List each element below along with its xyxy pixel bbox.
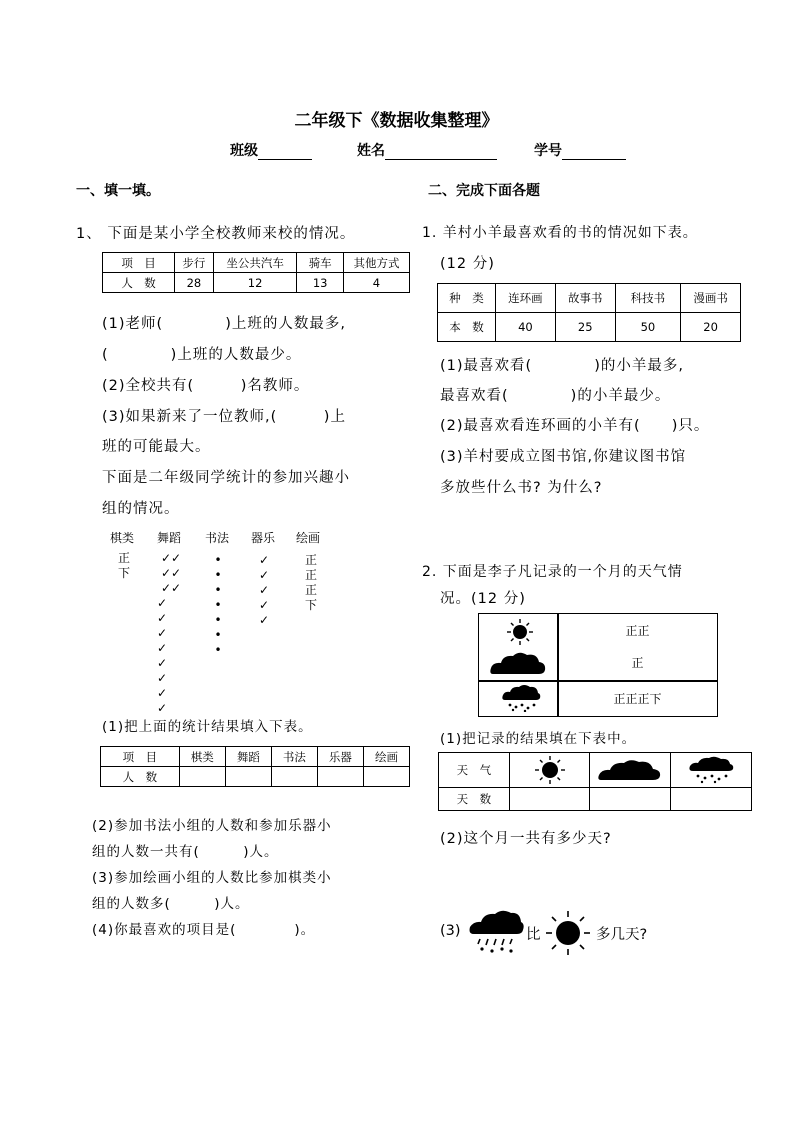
tally-mark: 下 bbox=[117, 566, 130, 580]
tally-mark: ✓ bbox=[258, 583, 270, 597]
q2-3-mid: 比 bbox=[526, 927, 541, 943]
table-cell: 骑车 bbox=[297, 253, 343, 273]
tally-mark: ✓✓ bbox=[160, 566, 182, 580]
right-q2-1: (1)把记录的结果填在下表中。 bbox=[440, 731, 637, 747]
left-q2-2a: (2)参加书法小组的人数和参加乐器小 bbox=[92, 818, 332, 834]
tally-dance bbox=[155, 551, 187, 716]
tally-mark: • bbox=[214, 598, 222, 612]
tally-mark: ✓ bbox=[157, 701, 168, 715]
name-field[interactable] bbox=[357, 140, 497, 160]
tally-mark: 下 bbox=[304, 598, 317, 612]
class-blank[interactable] bbox=[258, 145, 312, 160]
table-row bbox=[101, 747, 410, 767]
tally-mark: • bbox=[214, 583, 222, 597]
tally-mark: ✓ bbox=[258, 598, 270, 612]
tally-head-painting: 绘画 bbox=[296, 531, 321, 545]
section2-heading: 二、完成下面各题 bbox=[428, 183, 540, 199]
id-field[interactable] bbox=[534, 140, 626, 160]
tally-head-music: 器乐 bbox=[251, 531, 276, 545]
right-q2-2: (2)这个月一共有多少天? bbox=[440, 831, 612, 847]
right-q1-3b: 多放些什么书? 为什么? bbox=[440, 480, 603, 496]
answer-cell[interactable] bbox=[590, 788, 671, 811]
right-q1-2: (2)最喜欢看连环画的小羊有( )只。 bbox=[440, 418, 710, 434]
class-field[interactable] bbox=[230, 140, 312, 160]
tally-mark: 正 bbox=[304, 568, 317, 582]
left-q1-2: (2)全校共有( )名教师。 bbox=[102, 378, 310, 394]
table-cell: 人 数 bbox=[103, 273, 175, 293]
left-q2-1: (1)把上面的统计结果填入下表。 bbox=[102, 719, 313, 735]
table-cell: 25 bbox=[555, 313, 615, 342]
q2-3-suffix: 多几天? bbox=[596, 927, 648, 943]
table-cell: 其他方式 bbox=[343, 253, 409, 273]
left-q2-2b: 组的人数一共有( )人。 bbox=[92, 844, 279, 860]
cloud-icon bbox=[597, 758, 663, 782]
tally-calligraphy bbox=[210, 553, 226, 658]
sun-icon bbox=[544, 910, 592, 956]
tally-mark: • bbox=[214, 613, 222, 627]
table-cell: 绘画 bbox=[363, 747, 409, 767]
rain-icon bbox=[468, 908, 524, 954]
tally-mark: • bbox=[214, 628, 222, 642]
table-row bbox=[439, 788, 752, 811]
table-cell: 种 类 bbox=[438, 284, 496, 313]
table-row bbox=[101, 767, 410, 787]
table-cell: 本 数 bbox=[438, 313, 496, 342]
tally-mark: ✓ bbox=[157, 641, 168, 655]
answer-cell[interactable] bbox=[225, 767, 271, 787]
left-q1-3a: (3)如果新来了一位教师,( )上 bbox=[102, 409, 346, 425]
table-cell: 天 气 bbox=[439, 753, 510, 788]
table-row bbox=[438, 284, 741, 313]
table-cell: 书法 bbox=[271, 747, 317, 767]
table-row bbox=[439, 753, 752, 788]
tally-mark: ✓ bbox=[258, 568, 270, 582]
table-cell: 漫画书 bbox=[681, 284, 741, 313]
left-intro2b: 组的情况。 bbox=[102, 501, 180, 517]
weather-cell-cloud bbox=[590, 753, 671, 788]
table-cell: 连环画 bbox=[496, 284, 556, 313]
left-q2-4: (4)你最喜欢的项目是( )。 bbox=[92, 922, 316, 938]
tally-mark: ✓ bbox=[157, 656, 168, 670]
answer-cell[interactable] bbox=[317, 767, 363, 787]
answer-cell[interactable] bbox=[671, 788, 752, 811]
name-blank[interactable] bbox=[385, 145, 497, 160]
table-cell: 50 bbox=[615, 313, 681, 342]
left-q1-1a: (1)老师( )上班的人数最多, bbox=[102, 316, 346, 332]
name-label: 姓名 bbox=[357, 143, 385, 159]
left-q1-1b: ( )上班的人数最少。 bbox=[102, 347, 302, 363]
table-cell: 项 目 bbox=[103, 253, 175, 273]
table-cell: 13 bbox=[297, 273, 343, 293]
right-q2-intro-a: 2. 下面是李子凡记录的一个月的天气情 bbox=[422, 564, 683, 580]
tally-mark: ✓ bbox=[157, 596, 168, 610]
sun-icon bbox=[503, 618, 537, 646]
id-blank[interactable] bbox=[562, 145, 626, 160]
right-q1-1b: 最喜欢看( )的小羊最少。 bbox=[440, 388, 671, 404]
tally-mark: ✓ bbox=[258, 613, 270, 627]
table-cell: 步行 bbox=[175, 253, 214, 273]
tally-painting bbox=[303, 553, 319, 613]
table-cell: 40 bbox=[496, 313, 556, 342]
table-cell: 28 bbox=[175, 273, 214, 293]
tally-mark: ✓ bbox=[157, 671, 168, 685]
q2-3-prefix: (3) bbox=[440, 923, 461, 939]
table-cell: 乐器 bbox=[317, 747, 363, 767]
table-cell: 人 数 bbox=[101, 767, 180, 787]
table-cell: 20 bbox=[681, 313, 741, 342]
books-table bbox=[437, 283, 741, 342]
tally-mark: • bbox=[214, 553, 222, 567]
id-label: 学号 bbox=[534, 143, 562, 159]
tally-mark: ✓ bbox=[258, 553, 270, 567]
answer-cell[interactable] bbox=[363, 767, 409, 787]
right-q1-1a: (1)最喜欢看( )的小羊最多, bbox=[440, 358, 684, 374]
table-cell: 故事书 bbox=[555, 284, 615, 313]
table-row bbox=[103, 253, 410, 273]
tally-mark: ✓ bbox=[157, 626, 168, 640]
tally-chess bbox=[116, 551, 132, 581]
weather-table bbox=[438, 752, 752, 811]
right-q2-intro-b: 况。(12 分) bbox=[440, 591, 526, 607]
table-cell: 天 数 bbox=[439, 788, 510, 811]
tally-mark: • bbox=[214, 643, 222, 657]
tally-sunny: 正正 bbox=[625, 624, 650, 638]
cloud-icon bbox=[489, 650, 547, 676]
class-label: 班级 bbox=[230, 143, 258, 159]
left-intro2a: 下面是二年级同学统计的参加兴趣小 bbox=[102, 470, 350, 486]
table-cell: 舞蹈 bbox=[225, 747, 271, 767]
tally-mark: 正 bbox=[117, 551, 130, 565]
table-cell: 坐公共汽车 bbox=[213, 253, 297, 273]
tally-head-chess: 棋类 bbox=[110, 531, 135, 545]
tally-mark: ✓ bbox=[157, 686, 168, 700]
right-q1-intro-b: (12 分) bbox=[440, 256, 495, 272]
tally-mark: 正 bbox=[304, 553, 317, 567]
right-q1-3a: (3)羊村要成立图书馆,你建议图书馆 bbox=[440, 449, 687, 465]
right-q1-intro-a: 1. 羊村小羊最喜欢看的书的情况如下表。 bbox=[422, 225, 698, 241]
table-cell: 棋类 bbox=[179, 747, 225, 767]
tally-mark: • bbox=[214, 568, 222, 582]
section1-heading: 一、填一填。 bbox=[76, 183, 160, 199]
table-row bbox=[103, 273, 410, 293]
rain-icon bbox=[688, 756, 734, 784]
rain-icon bbox=[501, 684, 541, 712]
left-q2-3b: 组的人数多( )人。 bbox=[92, 896, 250, 912]
sun-icon bbox=[531, 755, 569, 785]
tally-rainy: 正正正下 bbox=[613, 692, 662, 706]
weather-cell-rain bbox=[671, 753, 752, 788]
answer-cell[interactable] bbox=[179, 767, 225, 787]
answer-cell[interactable] bbox=[271, 767, 317, 787]
weather-record-box bbox=[478, 613, 718, 717]
weather-cell-sun bbox=[509, 753, 590, 788]
interest-table bbox=[100, 746, 410, 787]
table-row bbox=[438, 313, 741, 342]
answer-cell[interactable] bbox=[509, 788, 590, 811]
tally-cloudy: 正 bbox=[631, 656, 644, 670]
tally-mark: ✓✓ bbox=[160, 551, 182, 565]
tally-mark: ✓✓ bbox=[160, 581, 182, 595]
left-q1-intro: 1、 下面是某小学全校教师来校的情况。 bbox=[76, 226, 356, 242]
tally-head-calligraphy: 书法 bbox=[205, 531, 230, 545]
tally-head-dance: 舞蹈 bbox=[157, 531, 182, 545]
left-q1-3b: 班的可能最大。 bbox=[102, 439, 211, 455]
table-cell: 科技书 bbox=[615, 284, 681, 313]
tally-mark: ✓ bbox=[157, 611, 168, 625]
table-cell: 12 bbox=[213, 273, 297, 293]
tally-mark: 正 bbox=[304, 583, 317, 597]
left-q2-3a: (3)参加绘画小组的人数比参加棋类小 bbox=[92, 870, 332, 886]
table-cell: 项 目 bbox=[101, 747, 180, 767]
table-cell: 4 bbox=[343, 273, 409, 293]
page-title: 二年级下《数据收集整理》 bbox=[294, 111, 499, 131]
commute-table bbox=[102, 252, 410, 293]
tally-music bbox=[256, 553, 272, 628]
